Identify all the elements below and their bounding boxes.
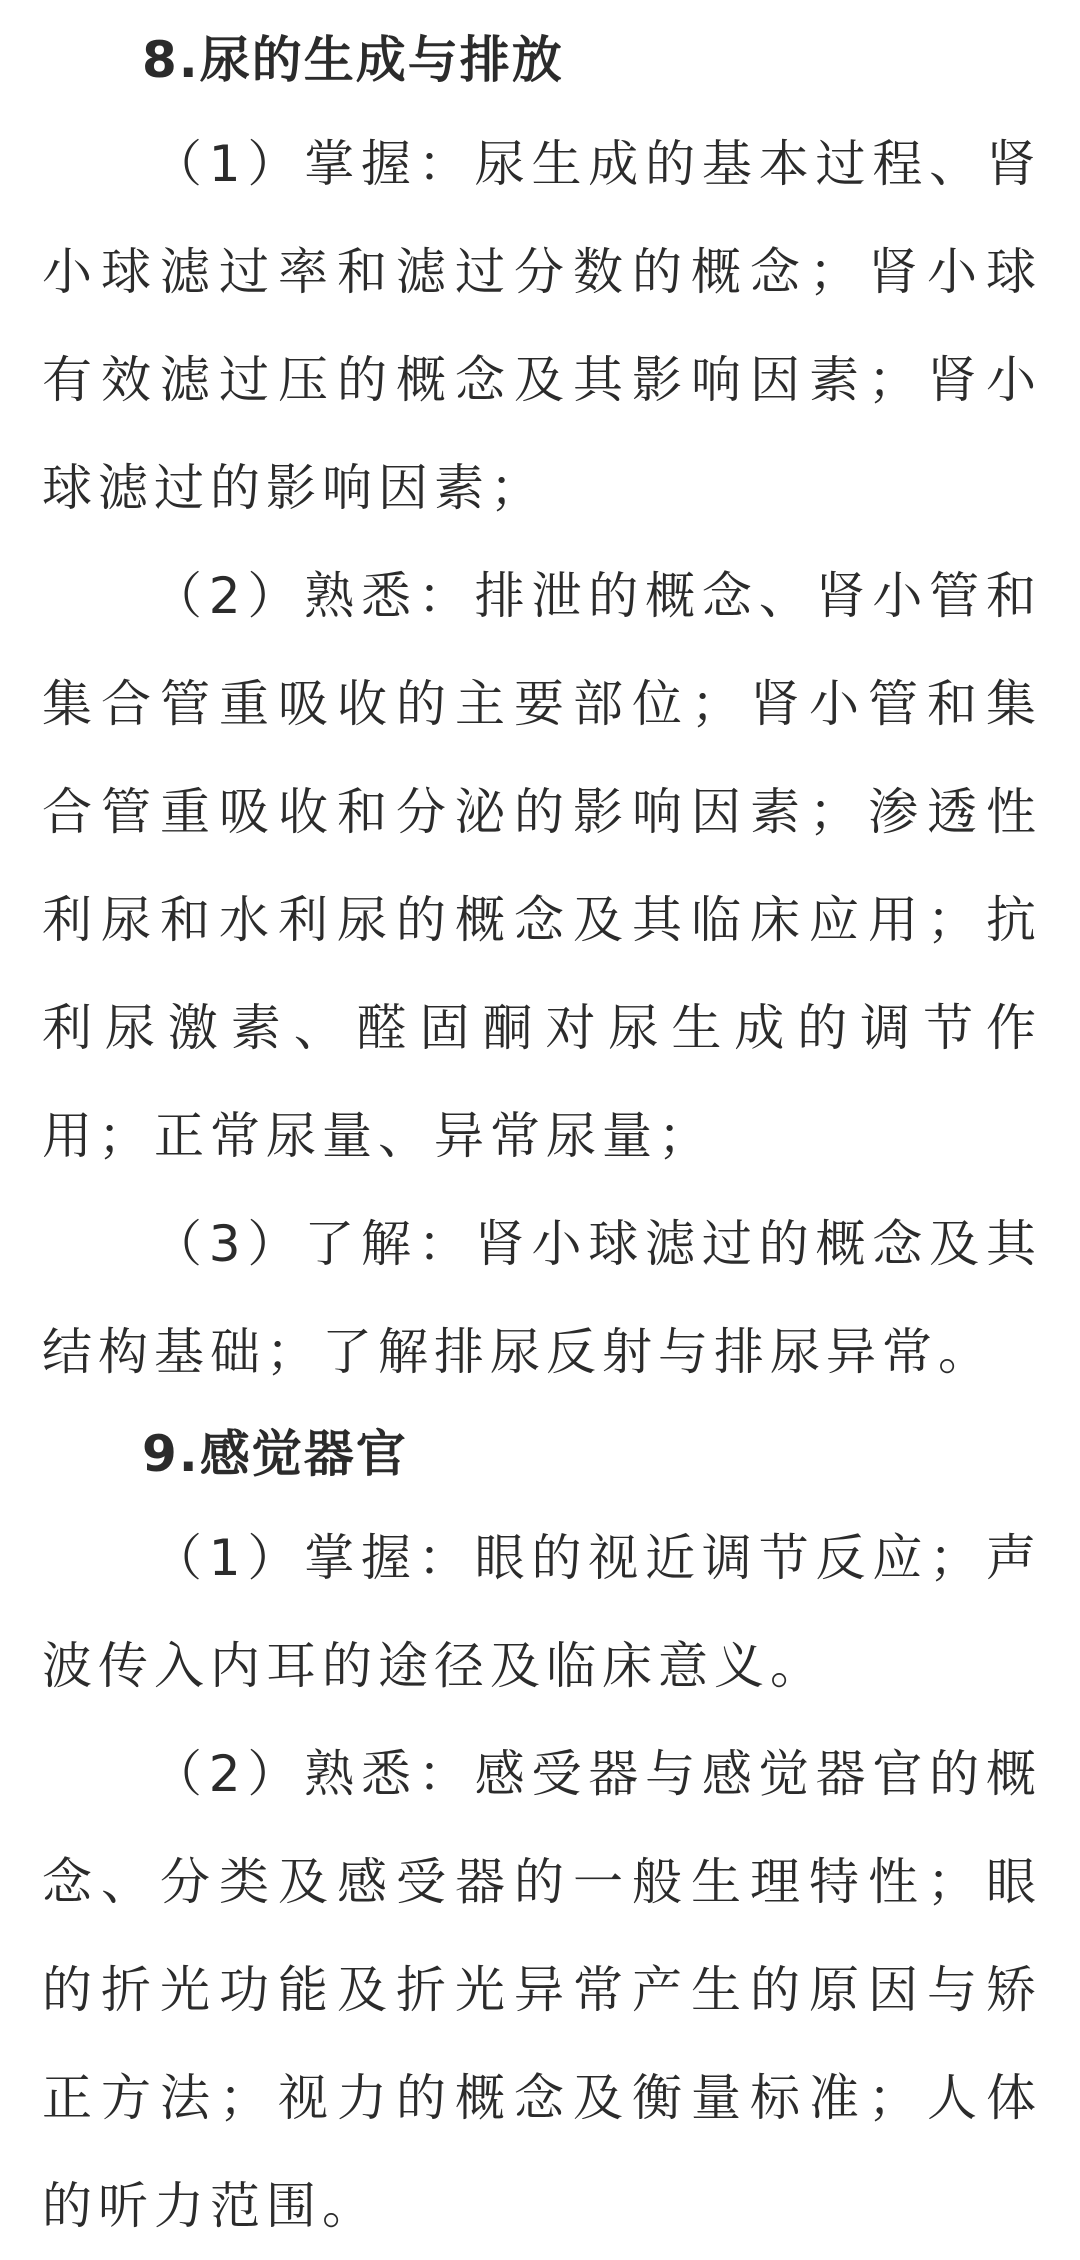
section-heading: 9.感觉器官 [142, 1425, 408, 1483]
section-urine-formation [42, 20, 1042, 1406]
paragraph-master: （1）掌握：尿生成的基本过程、肾小球滤过率和滤过分数的概念；肾小球有效滤过压的概念及其影响因素；肾小球滤过的影响因素； [42, 135, 1042, 517]
paragraph-familiar: （2）熟悉：感受器与感觉器官的概念、分类及感受器的一般生理特性；眼的折光功能及折光异常产生的原因与矫正方法；视力的概念及衡量标准；人体的听力范围。 [42, 1745, 1042, 2235]
section-heading: 8.尿的生成与排放 [142, 31, 564, 89]
paragraph-familiar: （2）熟悉：排泄的概念、肾小管和集合管重吸收的主要部位；肾小管和集合管重吸收和分泌的影响因素；渗透性利尿和水利尿的概念及其临床应用；抗利尿激素、醛固酮对尿生成的调节作用；正常尿量、异常尿量； [42, 567, 1042, 1165]
paragraph-understand: （3）了解：肾小球滤过的概念及其结构基础；了解排尿反射与排尿异常。 [42, 1215, 1042, 1381]
paragraph-master: （1）掌握：眼的视近调节反应；声波传入内耳的途径及临床意义。 [42, 1529, 1042, 1695]
section-sensory-organs [42, 1414, 1042, 2260]
